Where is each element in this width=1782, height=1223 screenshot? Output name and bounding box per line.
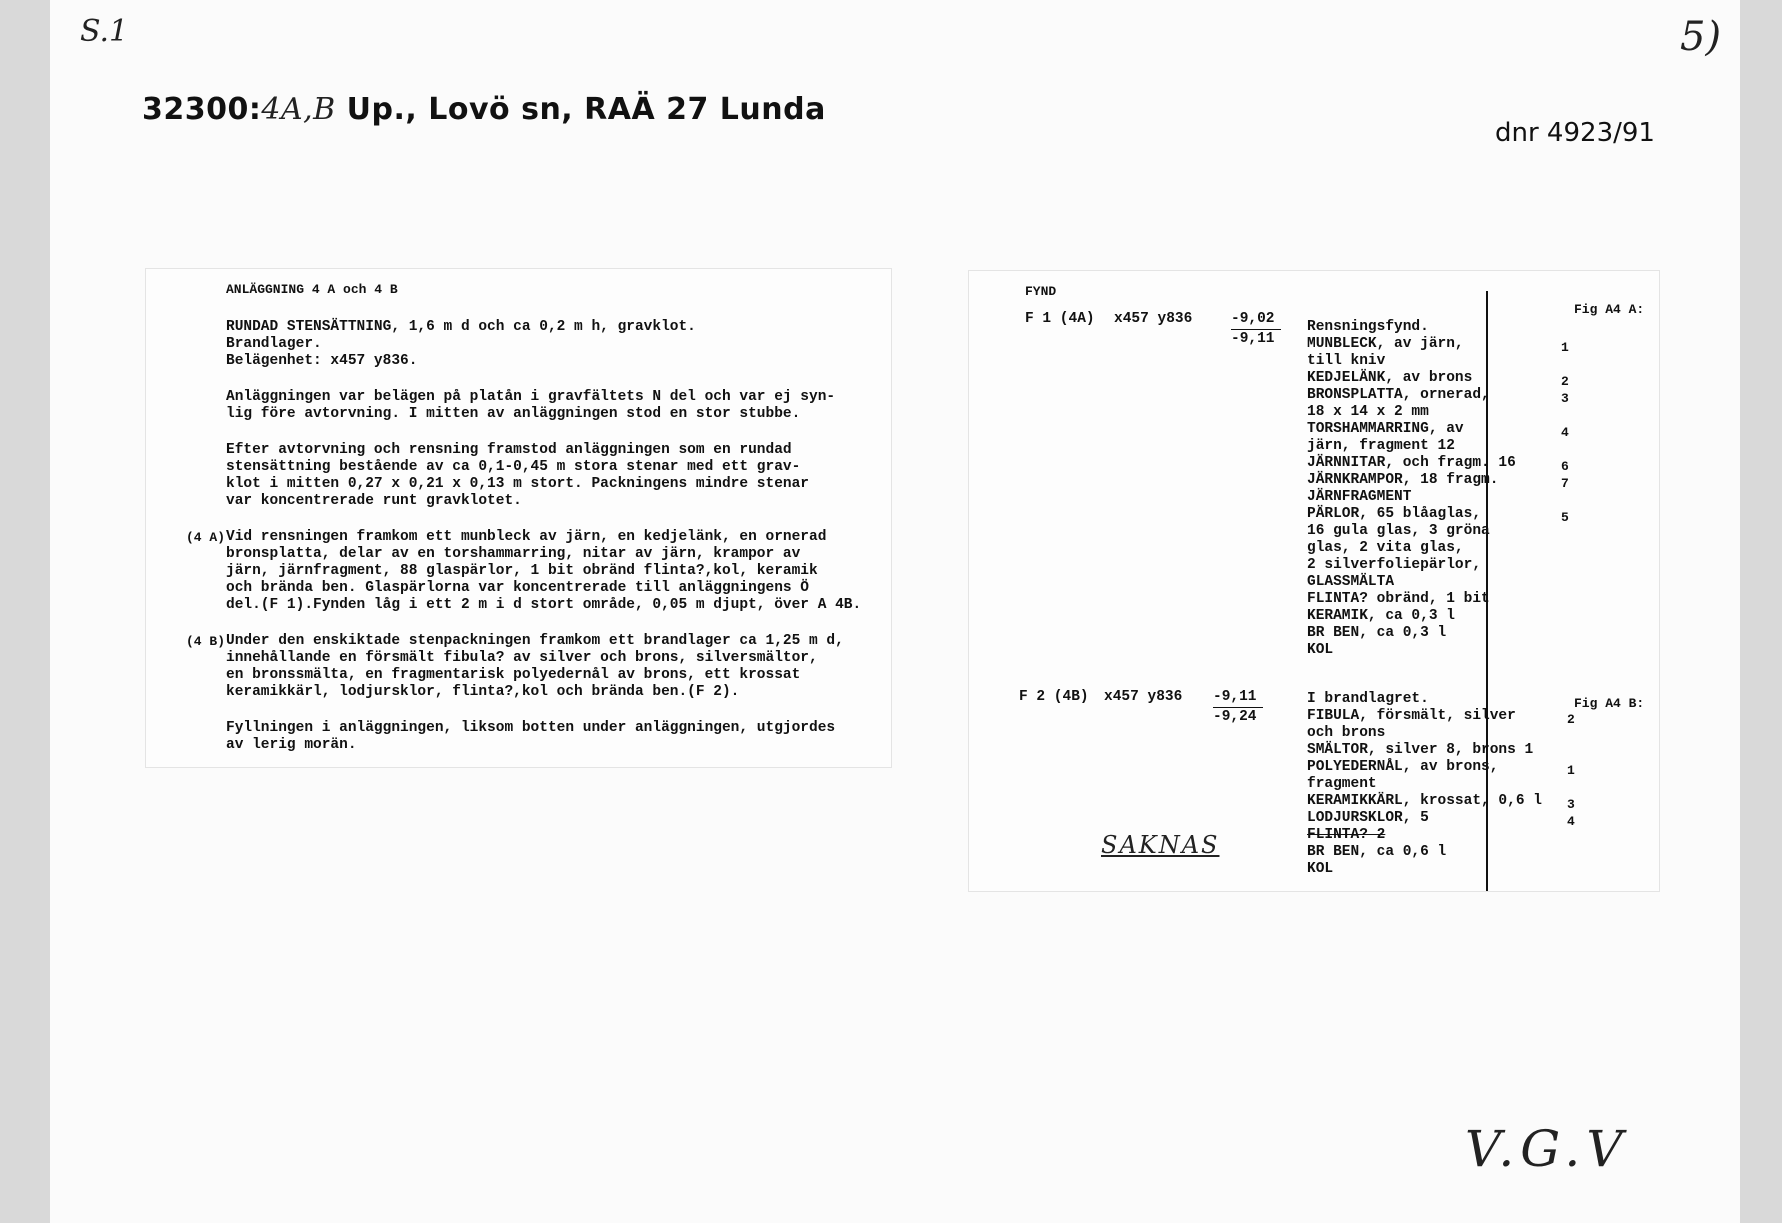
find-line: KEDJELÄNK, av brons — [1307, 370, 1473, 386]
find-line: KOL — [1307, 861, 1334, 877]
find-id: F 2 (4B) — [1019, 689, 1089, 705]
find-line: FIBULA, försmält, silver — [1307, 708, 1516, 724]
find-line: I brandlagret. — [1307, 691, 1429, 707]
find-line: KERAMIK, ca 0,3 l — [1307, 608, 1455, 624]
find-line: POLYEDERNÅL, av brons, — [1307, 759, 1499, 775]
text-line: Fyllningen i anläggningen, liksom botten under anläggningen, utgjordes — [226, 720, 836, 736]
scanned-page — [50, 0, 1740, 1223]
text-line: stensättning bestående av ca 0,1-0,45 m stora stenar med ett grav- — [226, 459, 801, 475]
card-heading: ANLÄGGNING 4 A och 4 B — [226, 282, 398, 297]
text-line: Brandlager. — [226, 336, 322, 352]
description-card — [145, 268, 892, 768]
find-line: BR BEN, ca 0,6 l — [1307, 844, 1447, 860]
find-line: FLINTA? obränd, 1 bit — [1307, 591, 1490, 607]
depth-bottom: -9,11 — [1231, 331, 1275, 347]
signature: V.G.V — [1465, 1120, 1629, 1178]
find-line: PÄRLOR, 65 blåaglas, — [1307, 506, 1482, 522]
text-line: del.(F 1).Fynden låg i ett 2 m i d stort område, 0,05 m djupt, över A 4B. — [226, 597, 862, 613]
fig-number: 6 — [1561, 459, 1569, 474]
find-id: F 1 (4A) — [1025, 311, 1095, 327]
depth-top: -9,02 — [1231, 311, 1275, 327]
text-line: innehållande en försmält fibula? av silver och brons, silversmältor, — [226, 650, 818, 666]
find-line: glas, 2 vita glas, — [1307, 540, 1464, 556]
text-line: klot i mitten 0,27 x 0,21 x 0,13 m stort. Packningens mindre stenar — [226, 476, 809, 492]
section-label: (4 B) — [186, 634, 226, 649]
fig-number: 2 — [1567, 712, 1575, 727]
find-line: GLASSMÄLTA — [1307, 574, 1395, 590]
text-line: Efter avtorvning och rensning framstod anläggningen som en rundad — [226, 442, 792, 458]
fig-number: 3 — [1567, 797, 1575, 812]
text-line: Anläggningen var belägen på platån i gravfältets N del och var ej syn- — [226, 389, 836, 405]
find-line: JÄRNNITAR, och fragm. 16 — [1307, 455, 1516, 471]
fig-number: 1 — [1567, 763, 1575, 778]
find-line: JÄRNFRAGMENT — [1307, 489, 1412, 505]
find-line: och brons — [1307, 725, 1386, 741]
fraction-line — [1231, 329, 1281, 330]
site-name: Up., Lovö sn, RAÄ 27 Lunda — [346, 92, 826, 127]
saknas-note: SAKNAS — [1101, 831, 1220, 859]
fig-number: 7 — [1561, 476, 1569, 491]
find-line: 16 gula glas, 3 gröna — [1307, 523, 1490, 539]
corner-mark: 5) — [1680, 14, 1722, 60]
finds-card — [968, 270, 1660, 892]
text-line: keramikkärl, lodjursklor, flinta?,kol och brända ben.(F 2). — [226, 684, 740, 700]
find-line: Rensningsfynd. — [1307, 319, 1429, 335]
catalog-header — [142, 92, 826, 127]
fig-number: 3 — [1561, 391, 1569, 406]
dnr-number: dnr 4923/91 — [1495, 118, 1655, 148]
text-line: var koncentrerade runt gravklotet. — [226, 493, 522, 509]
find-line: till kniv — [1307, 353, 1386, 369]
find-line-struck: FLINTA? 2 — [1307, 827, 1386, 843]
fraction-line — [1213, 707, 1263, 708]
find-line: MUNBLECK, av järn, — [1307, 336, 1464, 352]
find-line: LODJURSKLOR, 5 — [1307, 810, 1429, 826]
find-line: BRONSPLATTA, ornerad, — [1307, 387, 1490, 403]
find-line: JÄRNKRAMPOR, 18 fragm. — [1307, 472, 1499, 488]
card-heading: FYND — [1025, 284, 1057, 299]
find-coords: x457 y836 — [1114, 311, 1193, 327]
find-line: 18 x 14 x 2 mm — [1307, 404, 1429, 420]
find-line: KOL — [1307, 642, 1334, 658]
page-mark: S.1 — [80, 14, 129, 49]
find-line: fragment — [1307, 776, 1377, 792]
text-line: RUNDAD STENSÄTTNING, 1,6 m d och ca 0,2 m h, gravklot. — [226, 319, 696, 335]
find-line: järn, fragment 12 — [1307, 438, 1455, 454]
find-coords: x457 y836 — [1104, 689, 1183, 705]
text-line: och brända ben. Glaspärlorna var koncentrerade till anläggningens Ö — [226, 580, 809, 596]
text-line: bronsplatta, delar av en torshammarring, nitar av järn, krampor av — [226, 546, 801, 562]
text-line: Vid rensningen framkom ett munbleck av järn, en kedjelänk, en ornerad — [226, 529, 827, 545]
find-line: 2 silverfoliepärlor, — [1307, 557, 1482, 573]
find-line: SMÄLTOR, silver 8, brons 1 — [1307, 742, 1534, 758]
text-line: Belägenhet: x457 y836. — [226, 353, 418, 369]
depth-top: -9,11 — [1213, 689, 1257, 705]
text-line: en bronssmälta, en fragmentarisk polyedernål av brons, ett krossat — [226, 667, 801, 683]
text-line: av lerig morän. — [226, 737, 357, 753]
fig-number: 4 — [1567, 814, 1575, 829]
fig-number: 1 — [1561, 340, 1569, 355]
find-line: BR BEN, ca 0,3 l — [1307, 625, 1447, 641]
text-line: lig före avtorvning. I mitten av anläggningen stod en stor stubbe. — [226, 406, 801, 422]
text-line: Under den enskiktade stenpackningen framkom ett brandlager ca 1,25 m d, — [226, 633, 844, 649]
fig-number: 5 — [1561, 510, 1569, 525]
find-line: KERAMIKKÄRL, krossat, 0,6 l — [1307, 793, 1542, 809]
section-label: (4 A) — [186, 530, 226, 545]
text-line: järn, järnfragment, 88 glaspärlor, 1 bit obränd flinta?,kol, keramik — [226, 563, 818, 579]
find-line: TORSHAMMARRING, av — [1307, 421, 1464, 437]
fig-number: 2 — [1561, 374, 1569, 389]
fig-label: Fig A4 A: — [1574, 302, 1645, 317]
depth-bottom: -9,24 — [1213, 709, 1257, 725]
catalog-number: 32300: — [142, 92, 262, 127]
catalog-handwritten: 4A,B — [261, 92, 336, 127]
fig-label: Fig A4 B: — [1574, 696, 1645, 711]
fig-number: 4 — [1561, 425, 1569, 440]
